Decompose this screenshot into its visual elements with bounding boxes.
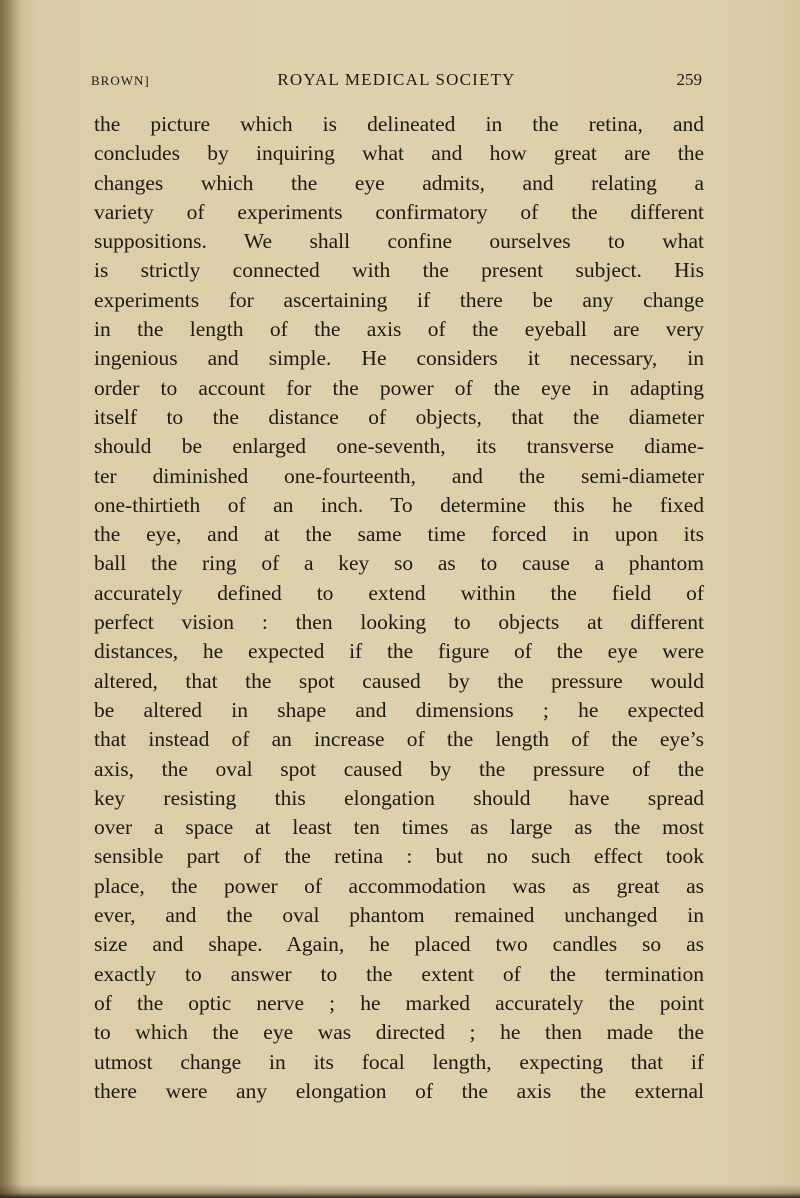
text-line: that instead of an increase of the length of the eye’s bbox=[94, 727, 704, 752]
text-line: should be enlarged one-seventh, its transverse diame- bbox=[94, 434, 704, 459]
running-head-author: BROWN] bbox=[91, 73, 150, 88]
text-line: to which the eye was directed ; he then made the bbox=[94, 1020, 704, 1045]
text-line: perfect vision : then looking to objects at different bbox=[94, 610, 704, 635]
text-line: be altered in shape and dimensions ; he expected bbox=[94, 697, 704, 722]
text-line: is strictly connected with the present subject. His bbox=[94, 258, 704, 283]
running-head bbox=[91, 70, 702, 94]
text-line: suppositions. We shall confine ourselves to what bbox=[94, 229, 704, 254]
text-line: experiments for ascertaining if there be any change bbox=[94, 287, 704, 312]
text-line: altered, that the spot caused by the pressure would bbox=[94, 668, 704, 693]
text-line: in the length of the axis of the eyeball are very bbox=[94, 317, 704, 342]
page-number: 259 bbox=[676, 70, 702, 89]
text-line: order to account for the power of the eye in adapting bbox=[94, 375, 704, 400]
text-line: itself to the distance of objects, that the diameter bbox=[94, 404, 704, 429]
text-line: sensible part of the retina : but no such effect took bbox=[94, 844, 704, 869]
gutter-shadow bbox=[0, 0, 22, 1198]
text-line: size and shape. Again, he placed two candles so as bbox=[94, 932, 704, 957]
text-line: utmost change in its focal length, expecting that if bbox=[94, 1049, 704, 1074]
text-line: place, the power of accommodation was as great as bbox=[94, 873, 704, 898]
running-head-title: ROYAL MEDICAL SOCIETY bbox=[277, 70, 516, 89]
text-line: accurately defined to extend within the field of bbox=[94, 580, 704, 605]
text-line: the picture which is delineated in the retina, and bbox=[94, 112, 704, 136]
text-line: key resisting this elongation should have spread bbox=[94, 785, 704, 810]
text-line: variety of experiments confirmatory of the different bbox=[94, 199, 704, 224]
text-line: ingenious and simple. He considers it necessary, in bbox=[94, 346, 704, 371]
text-line: ball the ring of a key so as to cause a phantom bbox=[94, 551, 704, 576]
text-line: of the optic nerve ; he marked accurately the point bbox=[94, 990, 704, 1015]
text-line: ter diminished one-fourteenth, and the semi-diameter bbox=[94, 463, 704, 488]
text-line: ever, and the oval phantom remained unchanged in bbox=[94, 903, 704, 928]
text-line: over a space at least ten times as large as the most bbox=[94, 815, 704, 840]
text-line: concludes by inquiring what and how great are the bbox=[94, 141, 704, 166]
text-line: distances, he expected if the figure of the eye were bbox=[94, 639, 704, 664]
text-line: exactly to answer to the extent of the termination bbox=[94, 961, 704, 986]
body-text bbox=[94, 110, 704, 1106]
text-line: the eye, and at the same time forced in upon its bbox=[94, 522, 704, 547]
text-line: there were any elongation of the axis the external bbox=[94, 1078, 704, 1103]
text-line: changes which the eye admits, and relating a bbox=[94, 170, 704, 195]
page-bottom-edge bbox=[0, 1184, 800, 1198]
text-line: one-thirtieth of an inch. To determine this he fixed bbox=[94, 492, 704, 517]
text-line: axis, the oval spot caused by the pressure of the bbox=[94, 756, 704, 781]
